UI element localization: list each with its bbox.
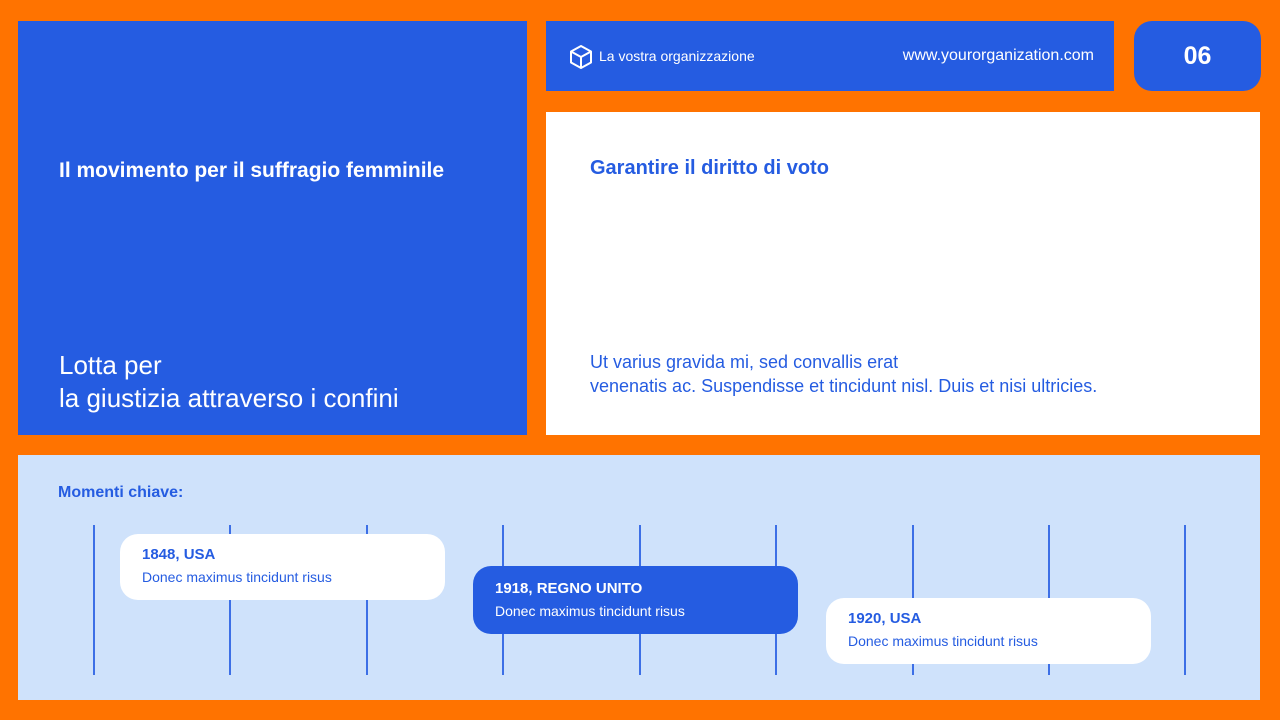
timeline-event [473,566,798,634]
timeline-label: Momenti chiave: [58,484,184,501]
header-bar [546,21,1114,91]
event-date: 1918, REGNO UNITO [495,580,643,597]
event-description: Donec maximus tincidunt risus [495,603,685,619]
event-description: Donec maximus tincidunt risus [142,569,332,585]
timeline-panel [18,455,1260,700]
organization-name: La vostra organizzazione [599,48,755,64]
content-card [546,112,1260,435]
timeline-gridline [1184,525,1186,675]
cube-icon [568,44,594,70]
subtitle-line-2: la giustizia attraverso i confini [59,383,399,413]
content-heading: Garantire il diritto di voto [590,157,829,179]
event-description: Donec maximus tincidunt risus [848,633,1038,649]
body-line-2: venenatis ac. Suspendisse et tincidunt nisl. Duis et nisi ultricies. [590,376,1098,396]
subtitle-line-1: Lotta per [59,350,162,380]
page-number-badge: 06 [1134,21,1261,91]
timeline-event [826,598,1151,664]
slide-title: Il movimento per il suffragio femminile [59,159,445,182]
timeline-event [120,534,445,600]
slide-subtitle [59,349,399,415]
event-date: 1920, USA [848,610,922,627]
content-body [590,350,1097,398]
website-link[interactable]: www.yourorganization.com [902,47,1094,64]
body-line-1: Ut varius gravida mi, sed convallis erat [590,352,899,372]
title-panel [18,21,527,435]
timeline-gridline [93,525,95,675]
event-date: 1848, USA [142,546,216,563]
